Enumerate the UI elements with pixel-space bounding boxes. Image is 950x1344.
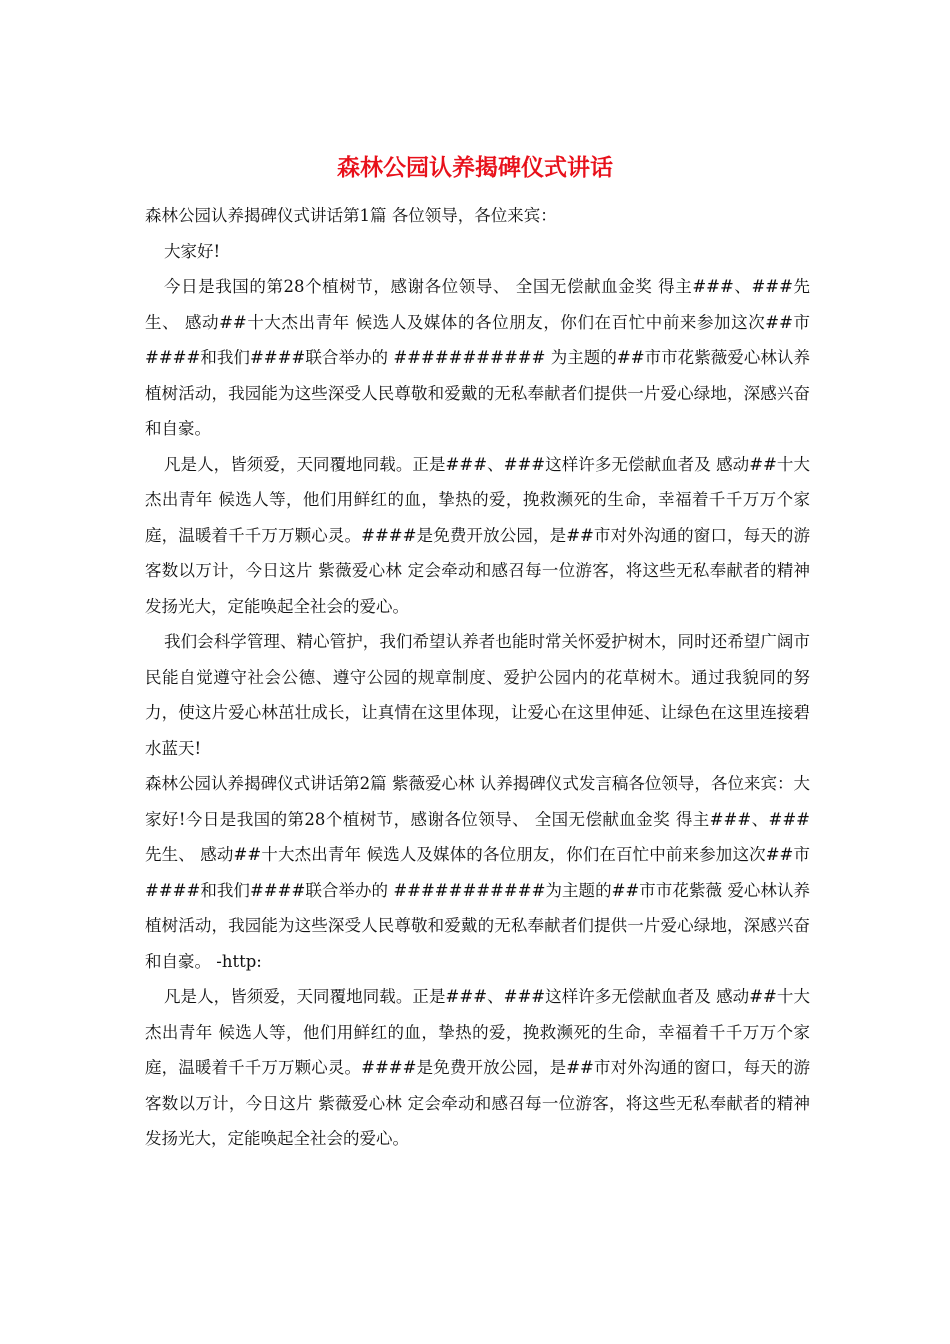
body-paragraph: 大家好!: [164, 241, 221, 261]
body-paragraph: 今日是我国的第28个植树节，感谢各位领导、 全国无偿献血金奖 得主###、###先生、 感动##十大杰出青年 候选人及媒体的各位朋友，你们在百忙中前来参加这次##市####和我们####联合举办的 ########### 为主题的##市市花紫薇爱心林认养 植树活动，我园能为这些深受人民尊敬和爱戴的无私奉献者们提供一片爱心绿地，深感兴奋和自豪。: [145, 277, 810, 438]
document-body: [145, 198, 810, 1157]
document-title: 森林公园认养揭碑仪式讲话: [337, 154, 613, 181]
body-paragraph: 凡是人，皆须爱，天同覆地同载。正是###、###这样许多无偿献血者及 感动##十大杰出青年 候选人等，他们用鲜红的血，挚热的爱，挽救濒死的生命，幸福着千千万万个家庭，温暖着千千万万颗心灵。####是免费开放公园，是##市对外沟通的窗口，每天的游客数以万计，今日这片 紫薇爱心林 定会牵动和感召每一位游客，将这些无私奉献者的精神发扬光大，定能唤起全社会的爱心。: [145, 454, 810, 616]
body-paragraph: 凡是人，皆须爱，天同覆地同载。正是###、###这样许多无偿献血者及 感动##十大杰出青年 候选人等，他们用鲜红的血，挚热的爱，挽救濒死的生命，幸福着千千万万个家庭，温暖着千千万万颗心灵。####是免费开放公园，是##市对外沟通的窗口，每天的游客数以万计，今日这片 紫薇爱心林 定会牵动和感召每一位游客，将这些无私奉献者的精神发扬光大，定能唤起全社会的爱心。: [145, 987, 810, 1148]
body-paragraph: 森林公园认养揭碑仪式讲话第1篇 各位领导，各位来宾：: [145, 206, 557, 225]
body-paragraph: 森林公园认养揭碑仪式讲话第2篇 紫薇爱心林 认养揭碑仪式发言稿各位领导，各位来宾：大家好!今日是我国的第28个植树节，感谢各位领导、 全国无偿献血金奖 得主###、###先生、 感动##十大杰出青年 候选人及媒体的各位朋友，你们在百忙中前来参加这次##市####和我们####联合举办的 ###########为主题的##市市花紫薇 爱心林认养 植树活动，我园能为这些深受人民尊敬和爱戴的无私奉献者们提供一片爱心绿地，深感兴奋和自豪。 -http:: [145, 774, 810, 971]
body-paragraph: 我们会科学管理、精心管护，我们希望认养者也能时常关怀爱护树木，同时还希望广阔市民能自觉遵守社会公德、遵守公园的规章制度、爱护公园内的花草树木。通过我貌同的努力，使这片爱心林茁壮成长，让真情在这里体现，让爱心在这里伸延、让绿色在这里连接碧水蓝天!: [145, 632, 810, 758]
